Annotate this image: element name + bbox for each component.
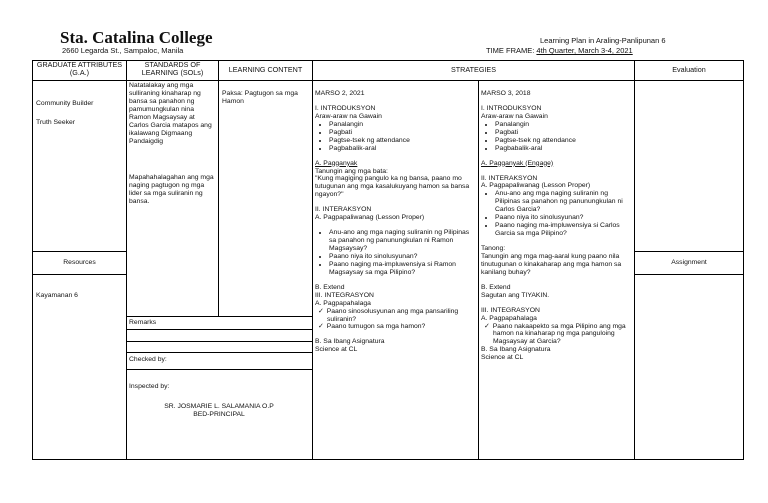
learning-plan-title: Learning Plan in Araling-Panlipunan 6	[540, 36, 666, 45]
strategy-1-integrasyon-item: ✓ Paano tumugon sa mga hamon?	[327, 323, 475, 331]
strategy-2-pagganyak: A. Pagganyak (Engage)	[481, 159, 554, 167]
strategy-1-pagganyak-quote: "Kung magiging pangulo ka ng bansa, paano mo tutugunan ang mga kasalukuyang hamon sa bansa ngayon?"	[315, 175, 470, 199]
checked-by-label: Checked by:	[129, 356, 167, 363]
inspected-by-label: Inspected by:	[129, 383, 170, 390]
strategy-2-date: MARSO 3, 2018	[481, 90, 531, 97]
strategy-1-interaksyon-title: II. INTERAKSYON	[315, 206, 372, 214]
strategy-1-integrasyon-title: III. INTEGRASYON	[315, 291, 374, 299]
strategy-1-intro-item: • Pagtse-tsek ng attendance	[329, 137, 475, 145]
school-name: Sta. Catalina College	[60, 28, 213, 47]
strategy-1-interaksyon-item: • Anu-ano ang mga naging suliranin ng Pilipinas sa panahon ng panunungkulan ni Ramon Magsaysay?	[329, 229, 475, 253]
strategy-1-intro-item: • Pagbabalik-aral	[329, 145, 475, 153]
assignment-label: Assignment	[671, 259, 707, 266]
strategy-2-interaksyon-item: • Paano naging ma-impluwensiya si Carlos Garcia sa mga Pilipino?	[495, 222, 632, 238]
header-learning-content: LEARNING CONTENT	[228, 65, 303, 74]
remarks-label: Remarks	[129, 319, 157, 326]
strategy-2-integrasyon-item: ✓ Paano nakaapekto sa mga Pilipino ang mga hamon na kinaharap ng mga panguloing Magsaysay at Garcia?	[493, 323, 632, 347]
strategy-1-asignatura: B. Sa Ibang Asignatura	[315, 338, 385, 346]
strategy-2-intro-item: • Pagbati	[495, 129, 632, 137]
strategy-2-intro-item: • Panalangin	[495, 121, 632, 129]
inspector-name: SR. JOSMARIE L. SALAMANIA O.P	[164, 403, 274, 410]
strategy-1-intro-item: • Panalangin	[329, 121, 475, 129]
strategy-1-integrasyon-item: ✓ Paano sinosolusyunan ang mga pansariling suliranin?	[327, 308, 475, 324]
strategy-2-extend-text: Sagutan ang TIYAKIN.	[481, 291, 550, 299]
strategy-1-integrasyon-sub: A. Pagpapahalaga	[315, 299, 371, 307]
graduate-attribute-truth: Truth Seeker	[36, 119, 76, 126]
header-graduate-attributes: GRADUATE ATTRIBUTES (G.A.)	[36, 60, 123, 78]
strategy-1-interaksyon-sub: A. Pagpapaliwanag (Lesson Proper)	[315, 214, 425, 222]
inspector-title: BED-PRINCIPAL	[193, 411, 245, 418]
strategy-2-tanong-label: Tanong:	[481, 245, 506, 252]
strategy-2-asignatura: B. Sa Ibang Asignatura	[481, 346, 551, 354]
strategy-2-interaksyon-title: II. INTERAKSYON	[481, 174, 538, 182]
header-strategies: STRATEGIES	[451, 65, 496, 74]
strategy-2-tanong-text: Tanungin ang mga mag-aaral kung paano nila tinutugunan o kinakaharap ang mga hamon sa kanilang buhay?	[481, 252, 622, 276]
strategy-1-intro-title: I. INTRODUKSYON	[315, 104, 376, 112]
time-frame	[486, 47, 633, 56]
strategy-2-integrasyon-sub: A. Pagpapahalaga	[481, 314, 537, 322]
standard-2: Mapahahalagahan ang mga naging pagtugon ng mga lider sa mga suliranin ng bansa.	[129, 174, 214, 205]
strategy-1-interaksyon-item: • Paano niya ito sinolusyunan?	[329, 253, 475, 261]
strategy-day-2	[481, 90, 632, 362]
strategy-1-intro-item: • Pagbati	[329, 129, 475, 137]
strategy-2-interaksyon-sub: A. Pagpapaliwanag (Lesson Proper)	[481, 182, 591, 190]
graduate-attribute-community: Community Builder	[36, 100, 94, 107]
header-standards: STANDARDS OF LEARNING (SOLs)	[141, 60, 204, 78]
header-evaluation: Evaluation	[672, 65, 706, 74]
strategy-2-intro-sub: Araw-araw na Gawain	[481, 112, 548, 120]
strategy-2-science: Science at CL	[481, 354, 524, 362]
strategy-day-1	[315, 90, 475, 354]
learning-content: Paksa: Pagtugon sa mga Hamon	[222, 90, 298, 105]
time-frame-label: TIME FRAME:	[486, 46, 537, 55]
time-frame-value: 4th Quarter, March 3-4, 2021	[536, 46, 633, 55]
school-address: 2660 Legarda St., Sampaloc, Manila	[62, 46, 184, 55]
strategy-2-intro-title: I. INTRODUKSYON	[481, 104, 542, 112]
strategy-1-science: Science at CL	[315, 346, 358, 354]
strategy-1-pagganyak: A. Pagganyak	[315, 159, 358, 167]
resources-label: Resources	[63, 259, 96, 266]
strategy-1-extend: B. Extend	[315, 283, 345, 291]
standard-1: Natatalakay ang mga sulliraning kinaharap ng bansa sa panahon ng pamumungkulan nina Ramon Magsaysay at Carlos Garcia matapos ang ikalawang Digmaang Pandaigdig	[129, 82, 212, 145]
resources-value: Kayamanan 6	[36, 292, 78, 299]
strategy-1-pagganyak-text: Tanungin ang mga bata:	[315, 167, 388, 175]
strategy-1-intro-sub: Araw-araw na Gawain	[315, 112, 382, 120]
strategy-2-intro-item: • Pagtse-tsek ng attendance	[495, 137, 632, 145]
strategy-2-interaksyon-item: • Paano niya ito sinolusyunan?	[495, 214, 632, 222]
strategy-1-date: MARSO 2, 2021	[315, 90, 365, 97]
strategy-2-interaksyon-item: • Anu-ano ang mga naging suliranin ng Pilipinas sa panahon ng panunungkulan ni Carlos Garcia?	[495, 190, 632, 214]
strategy-2-extend: B. Extend	[481, 283, 511, 291]
strategy-2-intro-item: • Pagbabalik-aral	[495, 145, 632, 153]
strategy-1-interaksyon-item: • Paano naging ma-impluwensiya si Ramon Magsaysay sa mga Pilipino?	[329, 261, 475, 277]
strategy-2-integrasyon-title: III. INTEGRASYON	[481, 306, 540, 314]
